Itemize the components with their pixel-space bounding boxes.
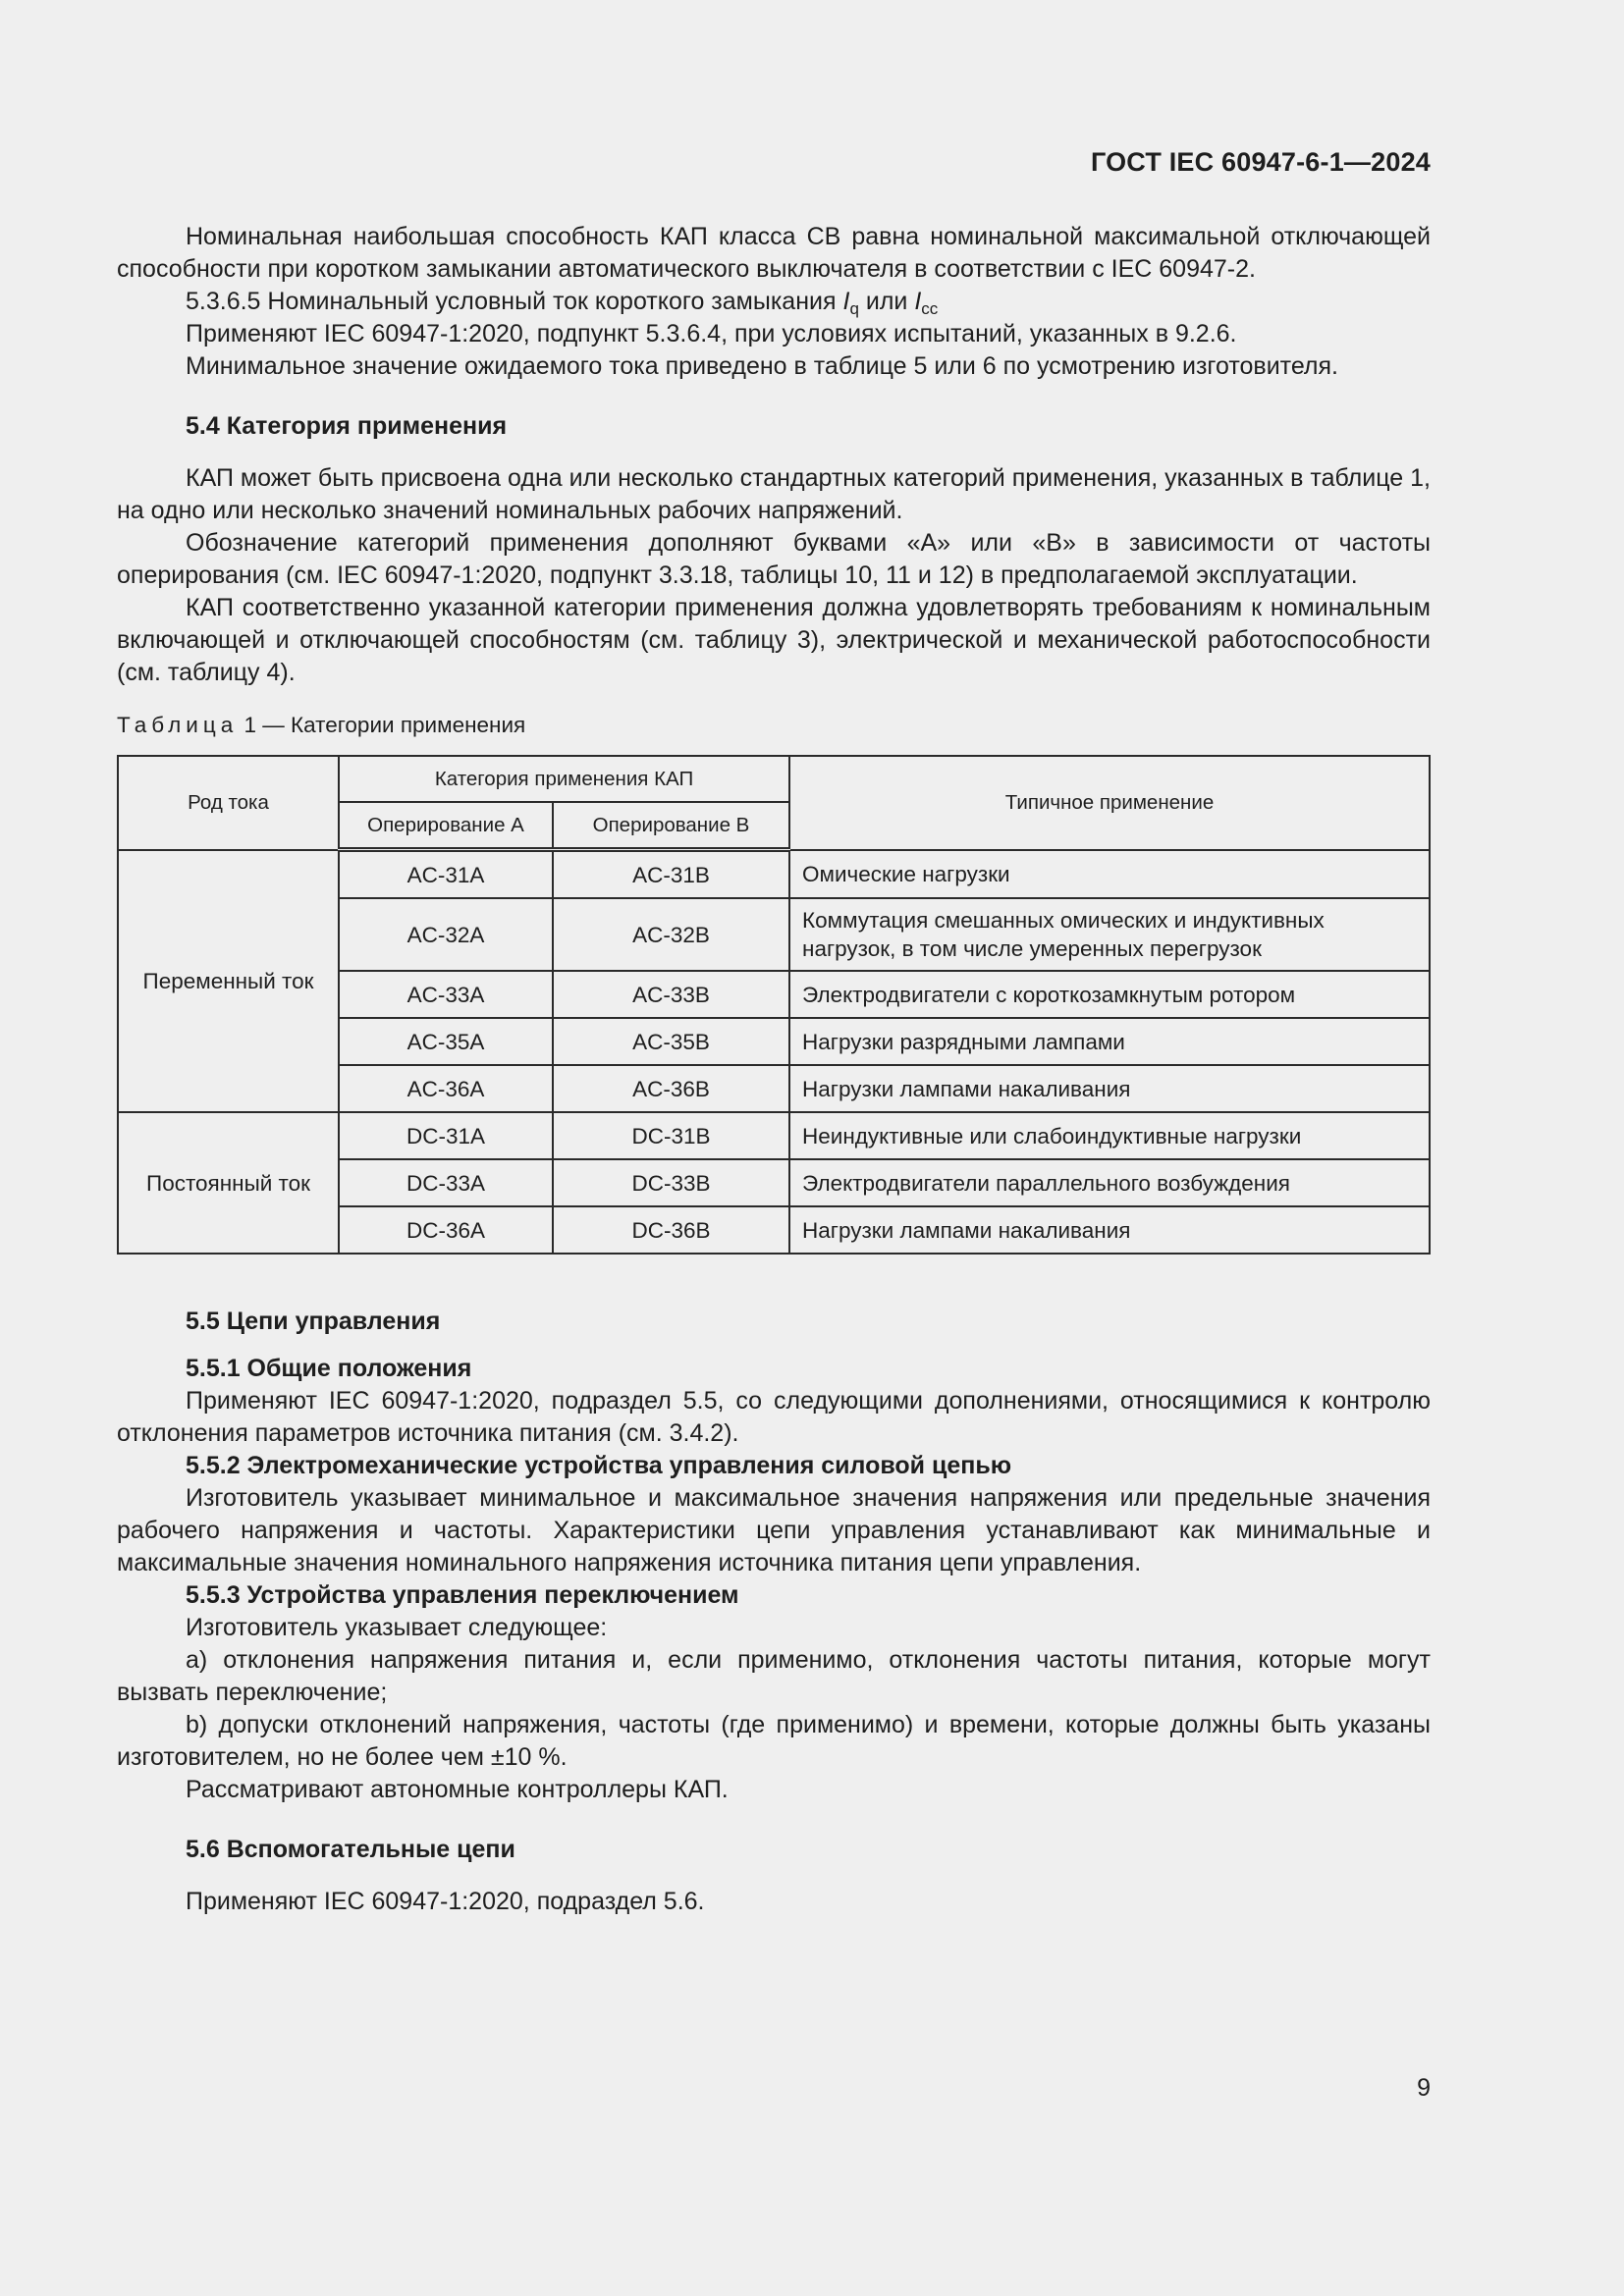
category-a-cell: AC-36A: [339, 1065, 553, 1112]
category-b-cell: AC-36B: [553, 1065, 789, 1112]
section-heading-5-5-2: 5.5.2 Электромеханические устройства управления силовой цепью: [186, 1452, 1012, 1479]
header-current-type: Род тока: [118, 756, 339, 850]
typical-use-cell: Нагрузки лампами накаливания: [789, 1065, 1430, 1112]
section-heading-5-4: 5.4 Категория применения: [186, 412, 508, 440]
category-b-cell: AC-33B: [553, 971, 789, 1018]
typical-use-cell: Омические нагрузки: [789, 850, 1430, 899]
typical-use-cell: Электродвигатели параллельного возбуждения: [789, 1159, 1430, 1206]
conjunction: или: [858, 288, 915, 315]
category-b-cell: AC-35B: [553, 1018, 789, 1065]
paragraph: Применяют IEC 60947-1:2020, подраздел 5.5, со следующими дополнениями, относящимися к контролю отклонения параметров источника питания (см. 3.4.2).: [117, 1387, 1431, 1447]
page-content: [117, 221, 1431, 1918]
paragraph: Номинальная наибольшая способность КАП класса СВ равна номинальной максимальной отключающей способности при коротком замыкании автоматического выключателя в соответствии с IEC 60947-2.: [117, 223, 1431, 283]
typical-use-cell: Коммутация смешанных омических и индуктивных нагрузок, в том числе умеренных перегрузок: [789, 898, 1430, 971]
typical-use-cell: Нагрузки разрядными лампами: [789, 1018, 1430, 1065]
typical-use-cell: Неиндуктивные или слабоиндуктивные нагрузки: [789, 1112, 1430, 1159]
section-heading-5-5-1: 5.5.1 Общие положения: [186, 1355, 472, 1382]
paragraph: Изготовитель указывает следующее:: [186, 1614, 608, 1641]
category-a-cell: DC-36A: [339, 1206, 553, 1254]
category-b-cell: DC-36B: [553, 1206, 789, 1254]
categories-table: [117, 755, 1431, 1255]
header-operation-b: Оперирование В: [553, 802, 789, 850]
table-row: [118, 850, 1430, 899]
header-typical-use: Типичное применение: [789, 756, 1430, 850]
paragraph: КАП соответственно указанной категории применения должна удовлетворять требованиям к номинальным включающей и отключающей способностям (см. таблицу 3), электрической и механической работоспособности (см. таблицу 4).: [117, 594, 1431, 686]
category-a-cell: DC-33A: [339, 1159, 553, 1206]
table-caption-word: Таблица: [117, 713, 239, 737]
table-caption-title: 1 — Категории применения: [244, 713, 526, 737]
header-operation-a: Оперирование А: [339, 802, 553, 850]
header-category: Категория применения КАП: [339, 756, 789, 802]
category-b-cell: AC-32B: [553, 898, 789, 971]
paragraph: Рассматривают автономные контроллеры КАП.: [186, 1776, 729, 1803]
symbol-i: I: [914, 288, 922, 315]
section-heading-5-5-3: 5.5.3 Устройства управления переключением: [186, 1581, 739, 1609]
list-item: b) допуски отклонений напряжения, частоты (где применимо) и времени, которые должны быть указаны изготовителем, но не более чем ±10 %.: [117, 1711, 1431, 1771]
section-heading-5-5: 5.5 Цепи управления: [186, 1308, 441, 1335]
paragraph: Изготовитель указывает минимальное и максимальное значения напряжения или предельные значения рабочего напряжения и частоты. Характеристики цепи управления устанавливают как минимальные и максимальные значения номинального напряжения источника питания цепи управления.: [117, 1484, 1431, 1576]
table-caption: [117, 709, 1431, 741]
typical-use-cell: Электродвигатели с короткозамкнутым ротором: [789, 971, 1430, 1018]
category-a-cell: AC-32A: [339, 898, 553, 971]
paragraph: Применяют IEC 60947-1:2020, подраздел 5.6.: [186, 1888, 705, 1915]
subscript-cc: cc: [921, 299, 939, 318]
document-code: ГОСТ IEC 60947-6-1—2024: [1090, 147, 1431, 177]
page-number: 9: [1417, 2074, 1431, 2102]
category-a-cell: AC-33A: [339, 971, 553, 1018]
category-a-cell: DC-31A: [339, 1112, 553, 1159]
category-b-cell: AC-31B: [553, 850, 789, 899]
paragraph: Обозначение категорий применения дополняют буквами «А» или «В» в зависимости от частоты оперирования (см. IEC 60947-1:2020, подпункт 3.3.18, таблицы 10, 11 и 12) в предполагаемой эксплуатации.: [117, 529, 1431, 589]
category-b-cell: DC-33B: [553, 1159, 789, 1206]
clause-text: 5.3.6.5 Номинальный условный ток короткого замыкания: [186, 288, 843, 315]
category-a-cell: AC-31A: [339, 850, 553, 899]
paragraph: Минимальное значение ожидаемого тока приведено в таблице 5 или 6 по усмотрению изготовителя.: [186, 352, 1338, 380]
table-row: [118, 1112, 1430, 1159]
section-heading-5-6: 5.6 Вспомогательные цепи: [186, 1836, 515, 1863]
subscript-q: q: [849, 299, 859, 318]
typical-use-cell: Нагрузки лампами накаливания: [789, 1206, 1430, 1254]
paragraph: КАП может быть присвоена одна или несколько стандартных категорий применения, указанных в таблице 1, на одно или несколько значений номинальных рабочих напряжений.: [117, 464, 1431, 524]
clause-5-3-6-5: [117, 286, 1431, 318]
category-a-cell: AC-35A: [339, 1018, 553, 1065]
current-type-dc: Постоянный ток: [118, 1112, 339, 1254]
category-b-cell: DC-31B: [553, 1112, 789, 1159]
symbol-i: I: [842, 288, 850, 315]
paragraph: Применяют IEC 60947-1:2020, подпункт 5.3.6.4, при условиях испытаний, указанных в 9.2.6.: [186, 320, 1237, 347]
list-item: a) отклонения напряжения питания и, если применимо, отклонения частоты питания, которые могут вызвать переключение;: [117, 1646, 1431, 1706]
current-type-ac: Переменный ток: [118, 850, 339, 1113]
